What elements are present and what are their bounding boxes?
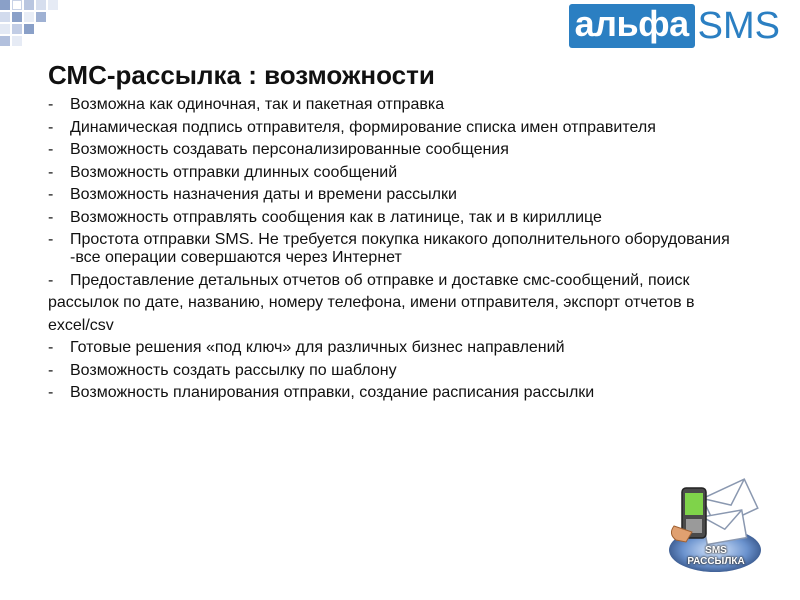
dash-bullet: - bbox=[48, 141, 54, 158]
feature-text: Динамическая подпись отправителя, формирование списка имен отправителя bbox=[70, 118, 656, 136]
feature-text: excel/csv bbox=[48, 316, 114, 334]
feature-list bbox=[48, 96, 758, 407]
feature-list-item bbox=[48, 141, 758, 159]
feature-text: Предоставление детальных отчетов об отправке и доставке смс-сообщений, поиск bbox=[70, 271, 690, 289]
logo-prefix: альфа bbox=[569, 4, 695, 48]
badge-line-1: SMS bbox=[705, 545, 727, 556]
dash-bullet: - bbox=[48, 118, 54, 136]
feature-list-item bbox=[48, 362, 758, 380]
feature-list-item bbox=[48, 164, 758, 182]
dash-bullet: - bbox=[48, 384, 54, 401]
feature-text: Возможность отправлять сообщения как в латинице, так и в кириллице bbox=[70, 208, 602, 226]
feature-text: рассылок по дате, названию, номеру телефона, имени отправителя, экспорт отчетов в bbox=[48, 294, 695, 311]
sms-badge-label bbox=[676, 545, 756, 567]
feature-list-item bbox=[48, 339, 758, 357]
dash-bullet: - bbox=[48, 208, 54, 226]
logo-suffix: SMS bbox=[697, 5, 780, 47]
feature-list-item bbox=[48, 209, 758, 227]
slide-title: СМС-рассылка : возможности bbox=[48, 60, 435, 90]
dash-bullet: - bbox=[48, 271, 54, 289]
dash-bullet: - bbox=[48, 186, 54, 203]
alfasms-logo bbox=[569, 4, 780, 48]
feature-list-item bbox=[48, 294, 758, 312]
feature-list-item bbox=[48, 186, 758, 204]
feature-text: Простота отправки SMS. Не требуется покупка никакого дополнительного оборудования -все операции совершаются через Интернет bbox=[70, 231, 730, 266]
feature-text: Возможность планирования отправки, создание расписания рассылки bbox=[70, 384, 595, 401]
feature-list-item bbox=[48, 317, 758, 335]
feature-list-item bbox=[48, 272, 758, 290]
feature-list-item bbox=[48, 231, 758, 267]
feature-list-item bbox=[48, 384, 758, 402]
feature-list-item bbox=[48, 96, 758, 114]
feature-text: Возможна как одиночная, так и пакетная отправка bbox=[70, 96, 445, 113]
dash-bullet: - bbox=[48, 361, 54, 379]
badge-line-2: РАССЫЛКА bbox=[687, 556, 745, 567]
dash-bullet: - bbox=[48, 231, 54, 248]
feature-text: Готовые решения «под ключ» для различных бизнес направлений bbox=[70, 339, 565, 356]
decorative-square-mosaic bbox=[0, 0, 70, 50]
feature-text: Возможность отправки длинных сообщений bbox=[70, 163, 398, 181]
feature-text: Возможность назначения даты и времени рассылки bbox=[70, 186, 457, 203]
dash-bullet: - bbox=[48, 96, 54, 113]
feature-text: Возможность создавать персонализированные сообщения bbox=[70, 141, 509, 158]
feature-text: Возможность создать рассылку по шаблону bbox=[70, 361, 397, 379]
dash-bullet: - bbox=[48, 339, 54, 356]
dash-bullet: - bbox=[48, 163, 54, 181]
feature-list-item bbox=[48, 119, 758, 137]
